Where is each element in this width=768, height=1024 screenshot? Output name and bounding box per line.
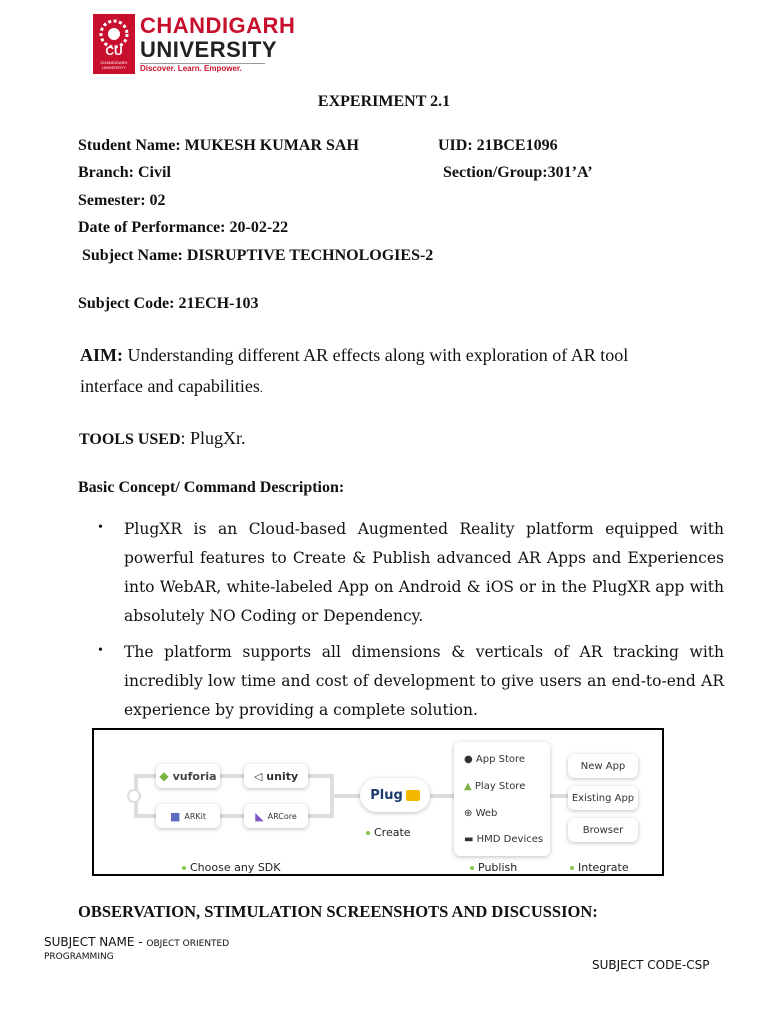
bullet-1-line-2: powerful features to Create & Publish advanced AR Apps and Experiences [124, 549, 724, 567]
experiment-title: EXPERIMENT 2.1 [317, 93, 451, 110]
sdk-label-vuforia: vuforia [172, 769, 217, 783]
logo-badge: CU [105, 44, 123, 58]
app-chip-new [568, 754, 638, 778]
aim-text-line2: interface and capabilities [80, 376, 260, 396]
section-value: 301’A’ [547, 164, 593, 181]
bullet-dot-2: • [98, 643, 103, 658]
date-label: Date of Performance: [78, 219, 226, 236]
subject-code-row [78, 295, 258, 313]
student-name-label: Student Name: [78, 137, 181, 154]
logo-name-line1: CHANDIGARH [140, 13, 296, 38]
bullet-item-1 [124, 515, 724, 631]
observation-heading: OBSERVATION, STIMULATION SCREENSHOTS AND DISCUSSION: [78, 902, 598, 921]
store-label-hmd: HMD Devices [476, 834, 544, 845]
uid-label: UID: [438, 137, 473, 154]
bullet-2-line-1: The platform supports all dimensions & verticals of AR tracking with [124, 643, 724, 661]
vr-headset-icon: ▬ [464, 834, 474, 845]
apple-icon: ● [464, 754, 473, 765]
store-label-playstore: Play Store [474, 781, 526, 792]
sdk-label-arkit: ARKit [184, 811, 207, 821]
aim-label: AIM: [80, 345, 123, 365]
aim-line1 [80, 345, 628, 366]
sdk-chip-unity [244, 764, 308, 788]
store-panel [454, 742, 550, 856]
footer-left [44, 935, 229, 949]
footer-subject-label: SUBJECT NAME [44, 935, 135, 949]
tools-label: TOOLS USED [79, 431, 181, 448]
caption-create [366, 826, 411, 839]
caption-publish-text: Publish [478, 861, 518, 874]
store-label-appstore: App Store [475, 754, 526, 765]
vuforia-icon: ◆ [159, 769, 169, 783]
globe-icon: ⊕ [464, 808, 473, 819]
sdk-chip-vuforia [156, 764, 220, 788]
bullet-2-line-3: experience by providing a complete solution. [124, 701, 478, 719]
caption-create-text: Create [374, 826, 411, 839]
caption-publish [470, 861, 517, 874]
plugxr-workflow-diagram [92, 728, 664, 876]
tools-value: : PlugXr. [180, 428, 246, 448]
date-row [78, 219, 288, 237]
sdk-label-unity: unity [266, 769, 299, 783]
caption-integrate-text: Integrate [578, 861, 629, 874]
sdk-chip-arkit [156, 804, 220, 828]
caption-integrate [570, 861, 629, 874]
student-name-row [78, 137, 359, 155]
app-label-browser: Browser [582, 824, 624, 836]
tools-row [79, 428, 246, 449]
subject-name-label: Subject Name: [82, 247, 183, 264]
bullet-2-line-2: incredibly low time and cost of development to give users an end-to-end AR [124, 672, 724, 690]
logo-tagline: Discover. Learn. Empower. [140, 64, 242, 73]
branch-row [78, 164, 171, 182]
footer-subject-value1: OBJECT ORIENTED [146, 939, 230, 949]
bullet-1-line-1: PlugXR is an Cloud-based Augmented Reality platform equipped with [124, 520, 724, 538]
subject-code-label: Subject Code: [78, 295, 175, 312]
unity-icon: ◁ [253, 769, 263, 783]
sdk-chip-arcore [244, 804, 308, 828]
plugxr-logo-icon [406, 790, 420, 801]
store-item-web [464, 808, 497, 819]
logo-badge-sub: CHANDIGARH UNIVERSITY [100, 60, 128, 70]
arcore-icon: ◣ [255, 809, 264, 823]
bullet-1-line-4: absolutely NO Coding or Dependency. [124, 607, 424, 625]
android-icon: ▲ [464, 781, 472, 792]
concept-heading: Basic Concept/ Command Description: [78, 479, 345, 496]
store-label-web: Web [475, 808, 498, 819]
app-chip-existing [568, 786, 638, 810]
footer-dash: - [138, 935, 143, 949]
student-name-value: MUKESH KUMAR SAH [184, 137, 359, 154]
uid-value: 21BCE1096 [476, 137, 558, 154]
bullet-dot-1: • [98, 520, 103, 535]
bullet-1-line-3: into WebAR, white-labeled App on Android & iOS or in the PlugXR app with [124, 578, 724, 596]
app-label-existing: Existing App [571, 792, 635, 804]
branch-value: Civil [138, 164, 171, 181]
footer-subject-value2: PROGRAMMING [44, 952, 114, 962]
university-logo [93, 13, 296, 76]
logo-name-line2: UNIVERSITY [140, 37, 278, 62]
bullet-item-2 [124, 638, 724, 725]
footer-subject-code: SUBJECT CODE-CSP [592, 958, 710, 972]
aim-text-line1: Understanding different AR effects along with exploration of AR tool [127, 345, 629, 365]
semester-row [78, 192, 166, 210]
caption-choose-sdk-text: Choose any SDK [190, 861, 281, 874]
caption-choose-sdk [182, 861, 281, 874]
aim-text-end: . [259, 383, 263, 395]
store-item-playstore [464, 781, 525, 792]
semester-value: 02 [149, 192, 166, 209]
section-label: Section/Group: [443, 164, 548, 181]
aim-line2 [80, 376, 263, 397]
plug-label: Plug [370, 787, 403, 803]
store-item-appstore [464, 754, 525, 765]
date-value: 20-02-22 [229, 219, 289, 236]
footer-right [592, 956, 710, 972]
subject-name-row [82, 247, 433, 265]
section-row [443, 164, 593, 182]
semester-label: Semester: [78, 192, 146, 209]
plugxr-cloud [360, 778, 430, 812]
uid-row [438, 137, 558, 155]
app-chip-browser [568, 818, 638, 842]
subject-name-value: DISRUPTIVE TECHNOLOGIES-2 [186, 247, 434, 264]
logo-emblem [93, 14, 135, 74]
store-item-hmd [464, 834, 543, 845]
subject-code-value: 21ECH-103 [178, 295, 259, 312]
arkit-icon: ■ [169, 809, 181, 823]
sdk-label-arcore: ARCore [267, 811, 297, 821]
app-label-new: New App [580, 760, 626, 772]
branch-label: Branch: [78, 164, 134, 181]
